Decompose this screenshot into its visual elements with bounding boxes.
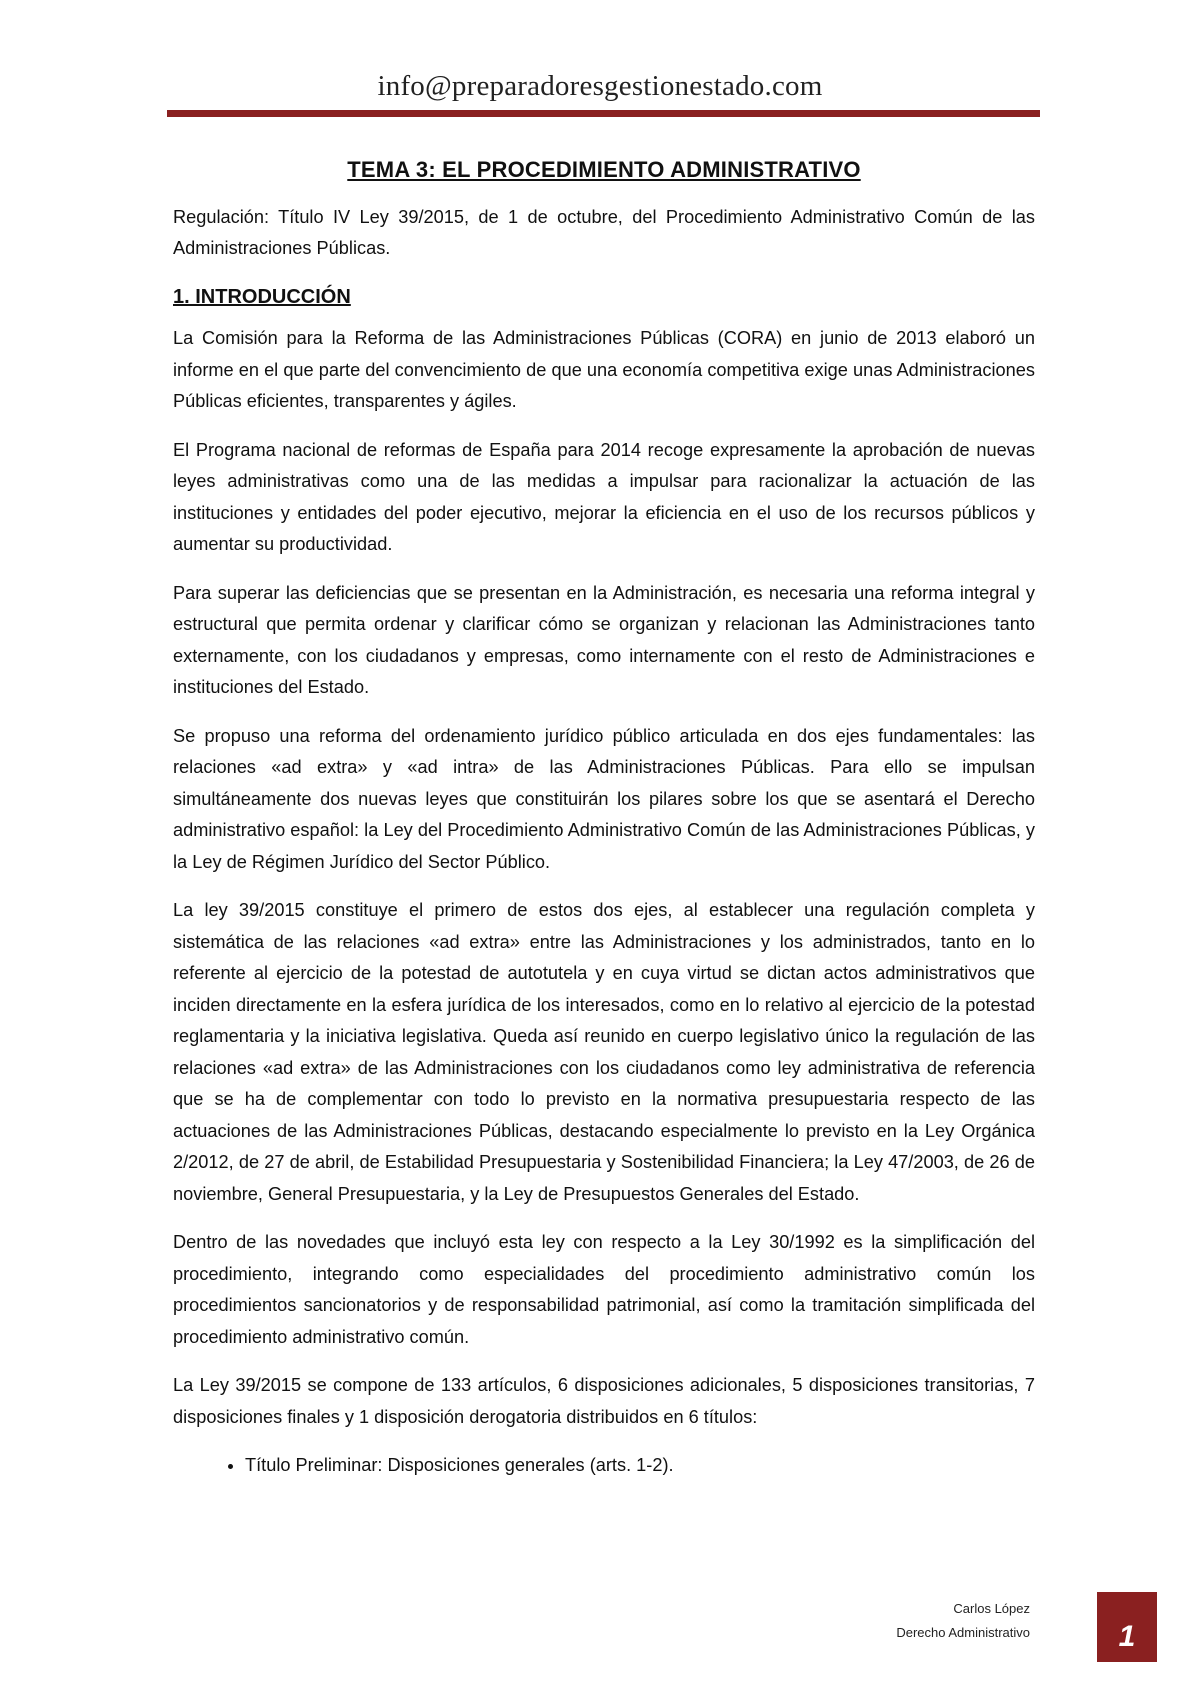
footer bbox=[896, 1597, 1030, 1645]
header-email: info@preparadoresgestionestado.com bbox=[377, 70, 823, 102]
titles-list bbox=[173, 1450, 1035, 1482]
paragraph: La ley 39/2015 constituye el primero de estos dos ejes, al establecer una regulación completa y sistemática de las relaciones «ad extra» entre las Administraciones y los administrados, tanto en lo referente al ejercicio de la potestad de autotutela y en cuya virtud se dictan actos administrativos que inciden directamente en la esfera jurídica de los interesados, como en lo relativo al ejercicio de la potestad reglamentaria y la iniciativa legislativa. Queda así reunido en cuerpo legislativo único la regulación de las relaciones «ad extra» de las Administraciones con los ciudadanos como ley administrativa de referencia que se ha de complementar con todo lo previsto en la normativa presupuestaria respecto de las actuaciones de las Administraciones Públicas, destacando especialmente lo previsto en la Ley Orgánica 2/2012, de 27 de abril, de Estabilidad Presupuestaria y Sostenibilidad Financiera; la Ley 47/2003, de 26 de noviembre, General Presupuestaria, y la Ley de Presupuestos Generales del Estado. bbox=[173, 900, 1035, 1204]
regulation-paragraph: Regulación: Título IV Ley 39/2015, de 1 de octubre, del Procedimiento Administrativo Común de las Administraciones Públicas. bbox=[173, 206, 1035, 258]
paragraph: La Ley 39/2015 se compone de 133 artículos, 6 disposiciones adicionales, 5 disposiciones transitorias, 7 disposiciones finales y 1 disposición derogatoria distribuidos en 6 títulos: bbox=[173, 1375, 1035, 1427]
footer-author: Carlos López bbox=[953, 1601, 1030, 1616]
paragraph: Dentro de las novedades que incluyó esta ley con respecto a la Ley 30/1992 es la simplificación del procedimiento, integrando como especialidades del procedimiento administrativo común los procedimientos sancionatorios y de responsabilidad patrimonial, así como la tramitación simplificada del procedimiento administrativo común. bbox=[173, 1232, 1035, 1347]
paragraph: El Programa nacional de reformas de España para 2014 recoge expresamente la aprobación de nuevas leyes administrativas como una de las medidas a impulsar para racionalizar la actuación de las instituciones y entidades del poder ejecutivo, mejorar la eficiencia en el uso de los recursos públicos y aumentar su productividad. bbox=[173, 439, 1035, 554]
header-divider bbox=[167, 110, 1040, 117]
list-item: • Título Preliminar: Disposiciones generales (arts. 1-2). bbox=[245, 1450, 1035, 1482]
footer-subject: Derecho Administrativo bbox=[896, 1625, 1030, 1640]
paragraph: La Comisión para la Reforma de las Administraciones Públicas (CORA) en junio de 2013 elaboró un informe en el que parte del convencimiento de que una economía competitiva exige unas Administraciones Públicas eficientes, transparentes y ágiles. bbox=[173, 328, 1035, 411]
page-number: 1 bbox=[1118, 1620, 1136, 1653]
paragraph: Para superar las deficiencias que se presentan en la Administración, es necesaria una reforma integral y estructural que permita ordenar y clarificar cómo se organizan y relacionan las Administraciones tanto externamente, con los ciudadanos y empresas, como internamente con el resto de Administraciones e instituciones del Estado. bbox=[173, 582, 1035, 697]
document-body bbox=[173, 150, 1035, 1482]
page-title: TEMA 3: EL PROCEDIMIENTO ADMINISTRATIVO bbox=[347, 157, 861, 182]
paragraph: Se propuso una reforma del ordenamiento jurídico público articulada en dos ejes fundamentales: las relaciones «ad extra» y «ad intra» de las Administraciones Públicas. Para ello se impulsan simultáneamente dos nuevas leyes que constituirán los pilares sobre los que se asentará el Derecho administrativo español: la Ley del Procedimiento Administrativo Común de las Administraciones Públicas, y la Ley de Régimen Jurídico del Sector Público. bbox=[173, 725, 1035, 872]
section-heading-introduccion: 1. INTRODUCCIÓN bbox=[173, 285, 351, 308]
page-number-badge bbox=[1097, 1592, 1157, 1662]
